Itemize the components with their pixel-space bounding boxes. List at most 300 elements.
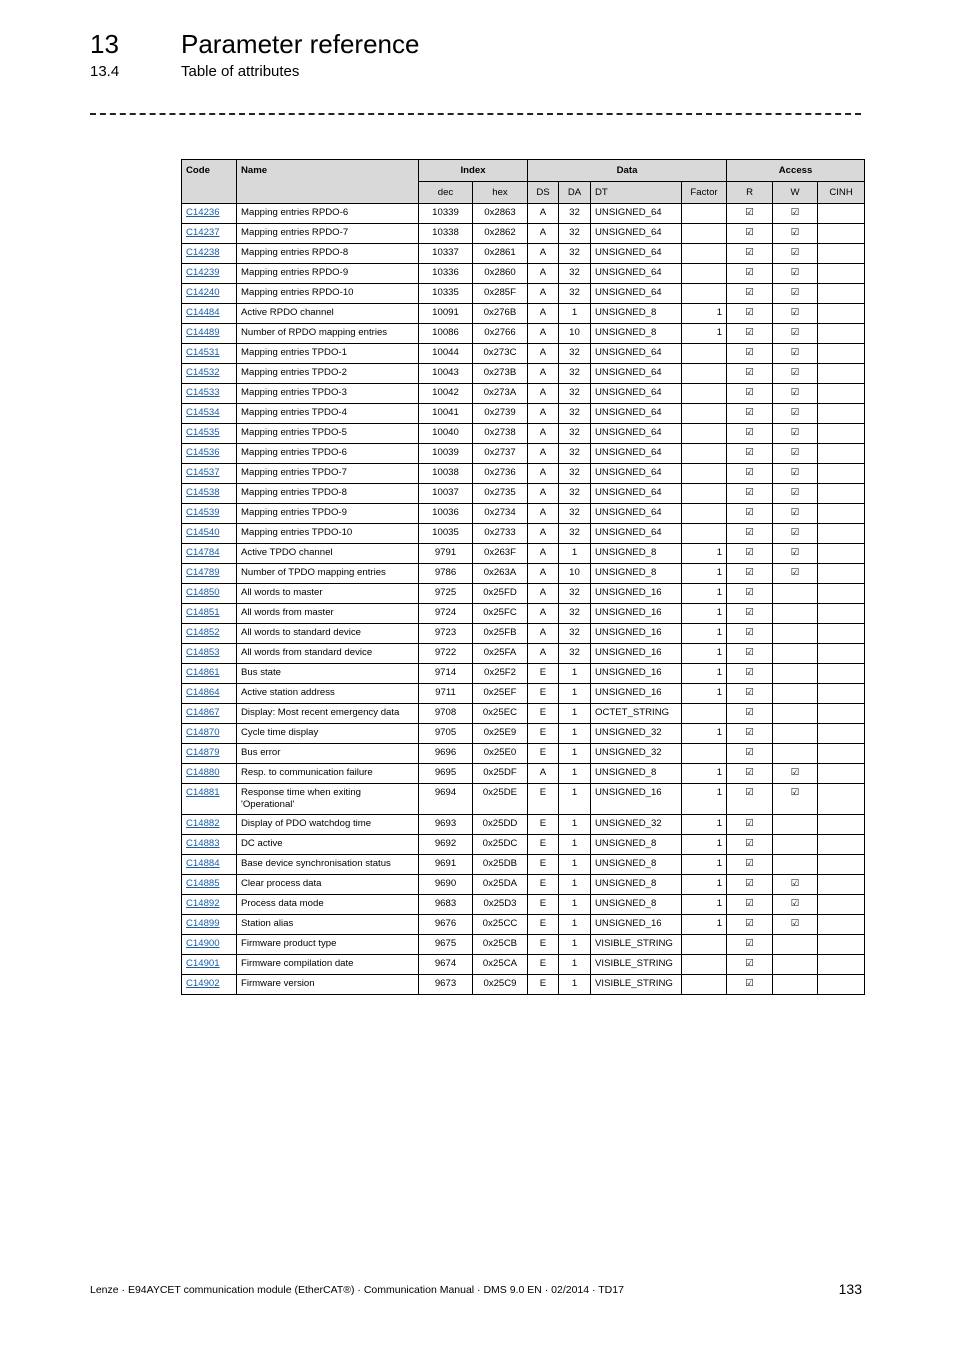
cinh-check-cell xyxy=(818,504,865,524)
read-access-check-cell xyxy=(727,875,773,895)
code-link[interactable]: C14239 xyxy=(186,267,220,278)
da-cell: 32 xyxy=(559,224,591,244)
dt-cell: UNSIGNED_32 xyxy=(591,744,682,764)
dec-cell: 10339 xyxy=(419,204,473,224)
code-link[interactable]: C14867 xyxy=(186,707,220,718)
checkbox-checked-icon: ☑ xyxy=(790,547,800,558)
cinh-check-cell xyxy=(818,815,865,835)
checkbox-checked-icon: ☑ xyxy=(790,207,800,218)
ds-cell: A xyxy=(528,764,559,784)
da-cell: 1 xyxy=(559,684,591,704)
read-access-check-cell xyxy=(727,404,773,424)
hex-cell: 0x2738 xyxy=(473,424,528,444)
checkbox-checked-icon: ☑ xyxy=(745,267,754,278)
header-access: Access xyxy=(727,160,865,182)
code-link[interactable]: C14238 xyxy=(186,247,220,258)
dt-cell: UNSIGNED_8 xyxy=(591,764,682,784)
name-cell: Clear process data xyxy=(237,875,419,895)
checkbox-checked-icon: ☑ xyxy=(745,667,754,678)
dec-cell: 9691 xyxy=(419,855,473,875)
code-link[interactable]: C14882 xyxy=(186,818,220,829)
code-link[interactable]: C14892 xyxy=(186,898,220,909)
factor-cell xyxy=(682,284,727,304)
write-access-check-cell xyxy=(773,464,818,484)
checkbox-checked-icon: ☑ xyxy=(790,267,800,278)
name-cell: All words to standard device xyxy=(237,624,419,644)
dt-cell: UNSIGNED_64 xyxy=(591,444,682,464)
dt-cell: UNSIGNED_8 xyxy=(591,544,682,564)
hex-cell: 0x25DE xyxy=(473,784,528,815)
dt-cell: VISIBLE_STRING xyxy=(591,935,682,955)
code-cell xyxy=(182,875,237,895)
checkbox-checked-icon: ☑ xyxy=(745,567,754,578)
code-link[interactable]: C14852 xyxy=(186,627,220,638)
dec-cell: 9786 xyxy=(419,564,473,584)
read-access-check-cell xyxy=(727,444,773,464)
write-access-check-cell xyxy=(773,204,818,224)
table-row xyxy=(182,244,865,264)
hex-cell: 0x2737 xyxy=(473,444,528,464)
ds-cell: E xyxy=(528,744,559,764)
code-link[interactable]: C14533 xyxy=(186,387,220,398)
read-access-check-cell xyxy=(727,244,773,264)
name-cell: Mapping entries RPDO-10 xyxy=(237,284,419,304)
code-link[interactable]: C14864 xyxy=(186,687,220,698)
code-link[interactable]: C14536 xyxy=(186,447,220,458)
hex-cell: 0x25DD xyxy=(473,815,528,835)
ds-cell: A xyxy=(528,484,559,504)
dec-cell: 9711 xyxy=(419,684,473,704)
dec-cell: 10039 xyxy=(419,444,473,464)
dt-cell: UNSIGNED_64 xyxy=(591,244,682,264)
write-access-check-cell xyxy=(773,304,818,324)
dec-cell: 9722 xyxy=(419,644,473,664)
checkbox-checked-icon: ☑ xyxy=(790,347,800,358)
factor-cell xyxy=(682,464,727,484)
da-cell: 10 xyxy=(559,564,591,584)
dec-cell: 9714 xyxy=(419,664,473,684)
name-cell: Process data mode xyxy=(237,895,419,915)
code-cell xyxy=(182,504,237,524)
ds-cell: E xyxy=(528,684,559,704)
cinh-check-cell xyxy=(818,544,865,564)
code-cell xyxy=(182,955,237,975)
cinh-check-cell xyxy=(818,364,865,384)
ds-cell: A xyxy=(528,464,559,484)
cinh-check-cell xyxy=(818,835,865,855)
write-access-check-cell xyxy=(773,915,818,935)
checkbox-checked-icon: ☑ xyxy=(745,547,754,558)
checkbox-checked-icon: ☑ xyxy=(745,347,754,358)
factor-cell xyxy=(682,484,727,504)
dec-cell: 9696 xyxy=(419,744,473,764)
dec-cell: 10043 xyxy=(419,364,473,384)
checkbox-checked-icon: ☑ xyxy=(745,898,754,909)
checkbox-checked-icon: ☑ xyxy=(790,327,800,338)
code-link[interactable]: C14237 xyxy=(186,227,220,238)
table-row xyxy=(182,664,865,684)
dec-cell: 10336 xyxy=(419,264,473,284)
dec-cell: 10035 xyxy=(419,524,473,544)
code-link[interactable]: C14540 xyxy=(186,527,220,538)
cinh-check-cell xyxy=(818,244,865,264)
dt-cell: UNSIGNED_64 xyxy=(591,364,682,384)
table-row xyxy=(182,384,865,404)
code-link[interactable]: C14870 xyxy=(186,727,220,738)
da-cell: 1 xyxy=(559,895,591,915)
factor-cell xyxy=(682,204,727,224)
ds-cell: E xyxy=(528,704,559,724)
code-link[interactable]: C14535 xyxy=(186,427,220,438)
hex-cell: 0x25DB xyxy=(473,855,528,875)
name-cell: All words from standard device xyxy=(237,644,419,664)
checkbox-checked-icon: ☑ xyxy=(790,447,800,458)
checkbox-checked-icon: ☑ xyxy=(790,227,800,238)
hex-cell: 0x25D3 xyxy=(473,895,528,915)
factor-cell xyxy=(682,384,727,404)
page-number: 133 xyxy=(838,1281,862,1297)
header-factor: Factor xyxy=(682,182,727,204)
hex-cell: 0x25CA xyxy=(473,955,528,975)
write-access-check-cell xyxy=(773,935,818,955)
dt-cell: UNSIGNED_64 xyxy=(591,524,682,544)
code-cell xyxy=(182,815,237,835)
da-cell: 32 xyxy=(559,384,591,404)
code-link[interactable]: C14850 xyxy=(186,587,220,598)
ds-cell: E xyxy=(528,855,559,875)
checkbox-checked-icon: ☑ xyxy=(745,978,754,989)
name-cell: Active TPDO channel xyxy=(237,544,419,564)
cinh-check-cell xyxy=(818,484,865,504)
dt-cell: UNSIGNED_32 xyxy=(591,815,682,835)
checkbox-checked-icon: ☑ xyxy=(790,247,800,258)
factor-cell: 1 xyxy=(682,915,727,935)
da-cell: 32 xyxy=(559,484,591,504)
code-link[interactable]: C14879 xyxy=(186,747,220,758)
read-access-check-cell xyxy=(727,895,773,915)
code-link[interactable]: C14885 xyxy=(186,878,220,889)
checkbox-checked-icon: ☑ xyxy=(745,838,754,849)
table-row xyxy=(182,815,865,835)
code-link[interactable]: C14861 xyxy=(186,667,220,678)
header-da: DA xyxy=(559,182,591,204)
read-access-check-cell xyxy=(727,364,773,384)
da-cell: 1 xyxy=(559,724,591,744)
cinh-check-cell xyxy=(818,204,865,224)
name-cell: Mapping entries TPDO-8 xyxy=(237,484,419,504)
factor-cell: 1 xyxy=(682,835,727,855)
cinh-check-cell xyxy=(818,524,865,544)
factor-cell: 1 xyxy=(682,624,727,644)
code-cell xyxy=(182,784,237,815)
cinh-check-cell xyxy=(818,975,865,995)
ds-cell: E xyxy=(528,784,559,815)
dec-cell: 9674 xyxy=(419,955,473,975)
read-access-check-cell xyxy=(727,484,773,504)
code-cell xyxy=(182,384,237,404)
read-access-check-cell xyxy=(727,284,773,304)
checkbox-checked-icon: ☑ xyxy=(745,747,754,758)
name-cell: Active station address xyxy=(237,684,419,704)
write-access-check-cell xyxy=(773,224,818,244)
dt-cell: UNSIGNED_8 xyxy=(591,564,682,584)
write-access-check-cell xyxy=(773,835,818,855)
ds-cell: A xyxy=(528,264,559,284)
checkbox-checked-icon: ☑ xyxy=(745,407,754,418)
code-link[interactable]: C14901 xyxy=(186,958,220,969)
ds-cell: A xyxy=(528,344,559,364)
factor-cell xyxy=(682,364,727,384)
attributes-table xyxy=(181,159,865,995)
checkbox-checked-icon: ☑ xyxy=(745,587,754,598)
da-cell: 1 xyxy=(559,744,591,764)
table-row xyxy=(182,204,865,224)
ds-cell: E xyxy=(528,835,559,855)
hex-cell: 0x2735 xyxy=(473,484,528,504)
factor-cell xyxy=(682,704,727,724)
header-hex: hex xyxy=(473,182,528,204)
da-cell: 32 xyxy=(559,284,591,304)
ds-cell: A xyxy=(528,504,559,524)
name-cell: DC active xyxy=(237,835,419,855)
checkbox-checked-icon: ☑ xyxy=(745,507,754,518)
cinh-check-cell xyxy=(818,424,865,444)
checkbox-checked-icon: ☑ xyxy=(790,487,800,498)
write-access-check-cell xyxy=(773,895,818,915)
write-access-check-cell xyxy=(773,504,818,524)
dt-cell: UNSIGNED_16 xyxy=(591,624,682,644)
factor-cell: 1 xyxy=(682,584,727,604)
code-link[interactable]: C14240 xyxy=(186,287,220,298)
code-cell xyxy=(182,304,237,324)
name-cell: Mapping entries TPDO-7 xyxy=(237,464,419,484)
ds-cell: E xyxy=(528,975,559,995)
write-access-check-cell xyxy=(773,564,818,584)
code-link[interactable]: C14484 xyxy=(186,307,220,318)
write-access-check-cell xyxy=(773,484,818,504)
dec-cell: 10044 xyxy=(419,344,473,364)
da-cell: 32 xyxy=(559,424,591,444)
da-cell: 32 xyxy=(559,464,591,484)
factor-cell xyxy=(682,935,727,955)
code-link[interactable]: C14784 xyxy=(186,547,220,558)
table-row xyxy=(182,704,865,724)
factor-cell: 1 xyxy=(682,544,727,564)
cinh-check-cell xyxy=(818,384,865,404)
write-access-check-cell xyxy=(773,875,818,895)
name-cell: Mapping entries TPDO-6 xyxy=(237,444,419,464)
code-link[interactable]: C14851 xyxy=(186,607,220,618)
dt-cell: UNSIGNED_64 xyxy=(591,484,682,504)
code-link[interactable]: C14880 xyxy=(186,767,220,778)
hex-cell: 0x2766 xyxy=(473,324,528,344)
table-row xyxy=(182,855,865,875)
read-access-check-cell xyxy=(727,684,773,704)
checkbox-checked-icon: ☑ xyxy=(790,527,800,538)
ds-cell: A xyxy=(528,524,559,544)
dt-cell: UNSIGNED_64 xyxy=(591,384,682,404)
checkbox-checked-icon: ☑ xyxy=(790,567,800,578)
dt-cell: UNSIGNED_8 xyxy=(591,895,682,915)
write-access-check-cell xyxy=(773,544,818,564)
code-cell xyxy=(182,835,237,855)
table-row xyxy=(182,784,865,815)
da-cell: 1 xyxy=(559,955,591,975)
table-row xyxy=(182,915,865,935)
cinh-check-cell xyxy=(818,404,865,424)
code-cell xyxy=(182,524,237,544)
dt-cell: UNSIGNED_64 xyxy=(591,224,682,244)
da-cell: 32 xyxy=(559,524,591,544)
hex-cell: 0x263F xyxy=(473,544,528,564)
ds-cell: A xyxy=(528,204,559,224)
da-cell: 32 xyxy=(559,404,591,424)
dec-cell: 9791 xyxy=(419,544,473,564)
read-access-check-cell xyxy=(727,664,773,684)
ds-cell: A xyxy=(528,564,559,584)
code-link[interactable]: C14532 xyxy=(186,367,220,378)
cinh-check-cell xyxy=(818,584,865,604)
ds-cell: A xyxy=(528,324,559,344)
checkbox-checked-icon: ☑ xyxy=(745,607,754,618)
read-access-check-cell xyxy=(727,855,773,875)
write-access-check-cell xyxy=(773,815,818,835)
ds-cell: A xyxy=(528,624,559,644)
dec-cell: 10040 xyxy=(419,424,473,444)
code-link[interactable]: C14899 xyxy=(186,918,220,929)
da-cell: 1 xyxy=(559,784,591,815)
section-number: 13.4 xyxy=(90,63,120,80)
checkbox-checked-icon: ☑ xyxy=(745,818,754,829)
checkbox-checked-icon: ☑ xyxy=(745,207,754,218)
dec-cell: 9690 xyxy=(419,875,473,895)
hex-cell: 0x2863 xyxy=(473,204,528,224)
table-row xyxy=(182,464,865,484)
read-access-check-cell xyxy=(727,704,773,724)
checkbox-checked-icon: ☑ xyxy=(790,878,800,889)
code-link[interactable]: C14902 xyxy=(186,978,220,989)
write-access-check-cell xyxy=(773,344,818,364)
code-link[interactable]: C14531 xyxy=(186,347,220,358)
code-link[interactable]: C14534 xyxy=(186,407,220,418)
hex-cell: 0x263A xyxy=(473,564,528,584)
code-link[interactable]: C14884 xyxy=(186,858,220,869)
write-access-check-cell xyxy=(773,955,818,975)
da-cell: 32 xyxy=(559,264,591,284)
dec-cell: 10036 xyxy=(419,504,473,524)
dt-cell: VISIBLE_STRING xyxy=(591,975,682,995)
table-row xyxy=(182,584,865,604)
ds-cell: A xyxy=(528,364,559,384)
checkbox-checked-icon: ☑ xyxy=(790,387,800,398)
cinh-check-cell xyxy=(818,724,865,744)
table-row xyxy=(182,875,865,895)
ds-cell: A xyxy=(528,244,559,264)
ds-cell: A xyxy=(528,584,559,604)
code-link[interactable]: C14881 xyxy=(186,787,220,798)
code-cell xyxy=(182,704,237,724)
code-link[interactable]: C14883 xyxy=(186,838,220,849)
name-cell: Mapping entries TPDO-4 xyxy=(237,404,419,424)
hex-cell: 0x25F2 xyxy=(473,664,528,684)
code-link[interactable]: C14236 xyxy=(186,207,220,218)
factor-cell: 1 xyxy=(682,895,727,915)
dec-cell: 9693 xyxy=(419,815,473,835)
da-cell: 1 xyxy=(559,915,591,935)
da-cell: 1 xyxy=(559,855,591,875)
table-row xyxy=(182,304,865,324)
code-link[interactable]: C14900 xyxy=(186,938,220,949)
table-row xyxy=(182,684,865,704)
write-access-check-cell xyxy=(773,744,818,764)
write-access-check-cell xyxy=(773,384,818,404)
hex-cell: 0x285F xyxy=(473,284,528,304)
code-cell xyxy=(182,264,237,284)
factor-cell xyxy=(682,244,727,264)
dt-cell: UNSIGNED_64 xyxy=(591,264,682,284)
code-cell xyxy=(182,324,237,344)
read-access-check-cell xyxy=(727,604,773,624)
code-link[interactable]: C14489 xyxy=(186,327,220,338)
checkbox-checked-icon: ☑ xyxy=(745,527,754,538)
name-cell: Display: Most recent emergency data xyxy=(237,704,419,724)
name-cell: Mapping entries TPDO-9 xyxy=(237,504,419,524)
code-link[interactable]: C14853 xyxy=(186,647,220,658)
dec-cell: 9675 xyxy=(419,935,473,955)
da-cell: 1 xyxy=(559,815,591,835)
read-access-check-cell xyxy=(727,384,773,404)
hex-cell: 0x25FC xyxy=(473,604,528,624)
write-access-check-cell xyxy=(773,724,818,744)
code-link[interactable]: C14539 xyxy=(186,507,220,518)
code-link[interactable]: C14789 xyxy=(186,567,220,578)
ds-cell: E xyxy=(528,895,559,915)
hex-cell: 0x2862 xyxy=(473,224,528,244)
dec-cell: 9673 xyxy=(419,975,473,995)
hex-cell: 0x25FD xyxy=(473,584,528,604)
code-link[interactable]: C14537 xyxy=(186,467,220,478)
header-index: Index xyxy=(419,160,528,182)
hex-cell: 0x2734 xyxy=(473,504,528,524)
write-access-check-cell xyxy=(773,264,818,284)
chapter-title: Parameter reference xyxy=(181,29,420,59)
dt-cell: UNSIGNED_8 xyxy=(591,835,682,855)
header-code: Code xyxy=(182,160,237,204)
write-access-check-cell xyxy=(773,444,818,464)
hex-cell: 0x2733 xyxy=(473,524,528,544)
checkbox-checked-icon: ☑ xyxy=(790,287,800,298)
hex-cell: 0x25DF xyxy=(473,764,528,784)
code-cell xyxy=(182,464,237,484)
da-cell: 1 xyxy=(559,304,591,324)
dt-cell: UNSIGNED_64 xyxy=(591,424,682,444)
name-cell: Display of PDO watchdog time xyxy=(237,815,419,835)
write-access-check-cell xyxy=(773,584,818,604)
name-cell: All words to master xyxy=(237,584,419,604)
code-link[interactable]: C14538 xyxy=(186,487,220,498)
dt-cell: UNSIGNED_16 xyxy=(591,664,682,684)
table-row xyxy=(182,544,865,564)
name-cell: Active RPDO channel xyxy=(237,304,419,324)
hex-cell: 0x25E9 xyxy=(473,724,528,744)
dt-cell: UNSIGNED_16 xyxy=(591,584,682,604)
da-cell: 32 xyxy=(559,624,591,644)
checkbox-checked-icon: ☑ xyxy=(745,327,754,338)
da-cell: 32 xyxy=(559,504,591,524)
checkbox-checked-icon: ☑ xyxy=(745,938,754,949)
hex-cell: 0x25FB xyxy=(473,624,528,644)
hex-cell: 0x25EC xyxy=(473,704,528,724)
